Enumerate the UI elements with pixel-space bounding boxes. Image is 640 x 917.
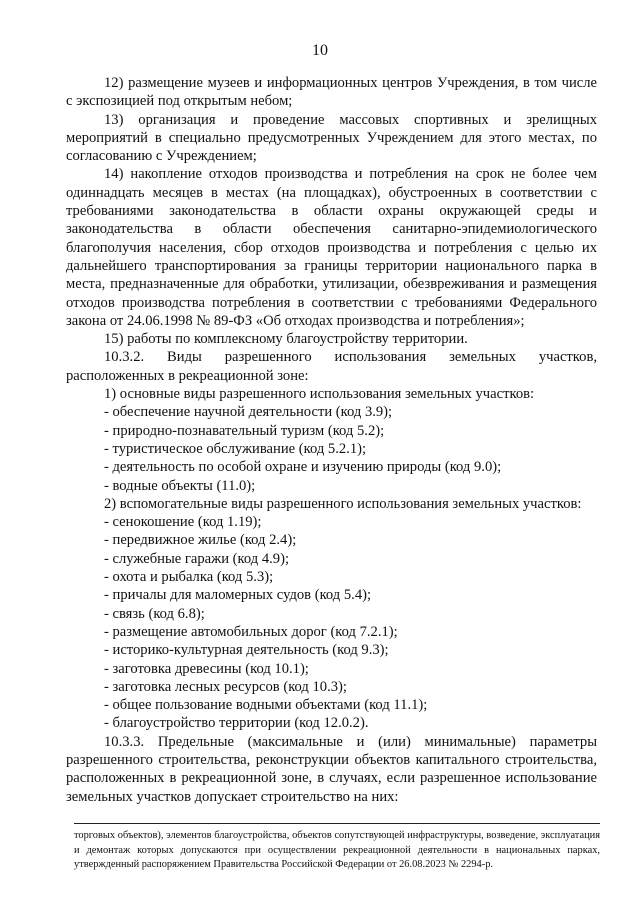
list-item: - водные объекты (11.0); (104, 477, 256, 494)
list-item: - связь (код 6.8); (104, 605, 205, 622)
list-item: - заготовка древесины (код 10.1); (104, 660, 309, 677)
list-item: - природно-познавательный туризм (код 5.2); (104, 422, 385, 439)
list-item: - обеспечение научной деятельности (код 3.9); (104, 404, 393, 421)
list-item: - историко-культурная деятельность (код 9.3); (104, 642, 389, 659)
page-number: 10 (312, 42, 328, 59)
paragraph-item-13: 13) организация и проведение массовых спортивных и зрелищных мероприятий в специально предусмотренных Учреждением для этого местах, по согласованию с Учреждением; (66, 111, 597, 165)
list-item: - заготовка лесных ресурсов (код 10.3); (104, 678, 347, 695)
section-10-3-2-heading: 10.3.2. Виды разрешенного использования земельных участков, расположенных в рекреационной зоне: (66, 349, 597, 384)
list-item: - причалы для маломерных судов (код 5.4); (104, 587, 372, 604)
list-item: - туристическое обслуживание (код 5.2.1); (104, 440, 367, 457)
paragraph-item-12: 12) размещение музеев и информационных центров Учреждения, в том числе с экспозицией под открытым небом; (66, 75, 597, 110)
paragraph-item-14: 14) накопление отходов производства и потребления на срок не более чем одиннадцать месяцев в местах (на площадках), обустроенных в соответствии с требованиями законодательства в области охраны окружающей среды и законодательства в области обеспечения санитарно-эпидемиологического благополучия населения, сбор отходов производства и потребления с целью их дальнейшего транспортирования за границы территории национального парка в места, предназначенные для обработки, утилизации, обезвреживания и размещения отходов производства потребления в соответствии с требованиями Федерального закона от 24.06.1998 № 89-ФЗ «Об отходах производства и потребления»; (66, 166, 597, 329)
section-10-3-3-paragraph: 10.3.3. Предельные (максимальные и (или) минимальные) параметры разрешенного строительства, реконструкции объектов капитального строительства, расположенных в рекреационной зоне, в случаях, если разрешенное использование земельных участков допускает строительство на них: (66, 733, 597, 805)
list-item: - общее пользование водными объектами (код 11.1); (104, 697, 428, 714)
list-item: - служебные гаражи (код 4.9); (104, 550, 290, 567)
list-item: - благоустройство территории (код 12.0.2). (104, 715, 369, 732)
list-item: - сенокошение (код 1.19); (104, 514, 262, 531)
document-body (66, 74, 597, 806)
list-item: - деятельность по особой охране и изучению природы (код 9.0); (104, 459, 502, 476)
paragraph-item-15: 15) работы по комплексному благоустройству территории. (104, 331, 468, 348)
list-item: - размещение автомобильных дорог (код 7.2.1); (104, 623, 398, 640)
footnote: торговых объектов), элементов благоустройства, объектов сопутствующей инфраструктуры, возведение, эксплуатация и демонтаж которых допускаются при осуществлении рекреационной деятельности в национальных парках, утвержденный распоряжением Правительства Российской Федерации от 26.08.2023 № 2294-р. (74, 830, 600, 870)
footnote-divider (74, 823, 600, 824)
aux-uses-heading: 2) вспомогательные виды разрешенного использования земельных участков: (104, 495, 582, 512)
main-uses-heading: 1) основные виды разрешенного использования земельных участков: (104, 386, 535, 403)
list-item: - передвижное жилье (код 2.4); (104, 532, 297, 549)
list-item: - охота и рыбалка (код 5.3); (104, 569, 274, 586)
